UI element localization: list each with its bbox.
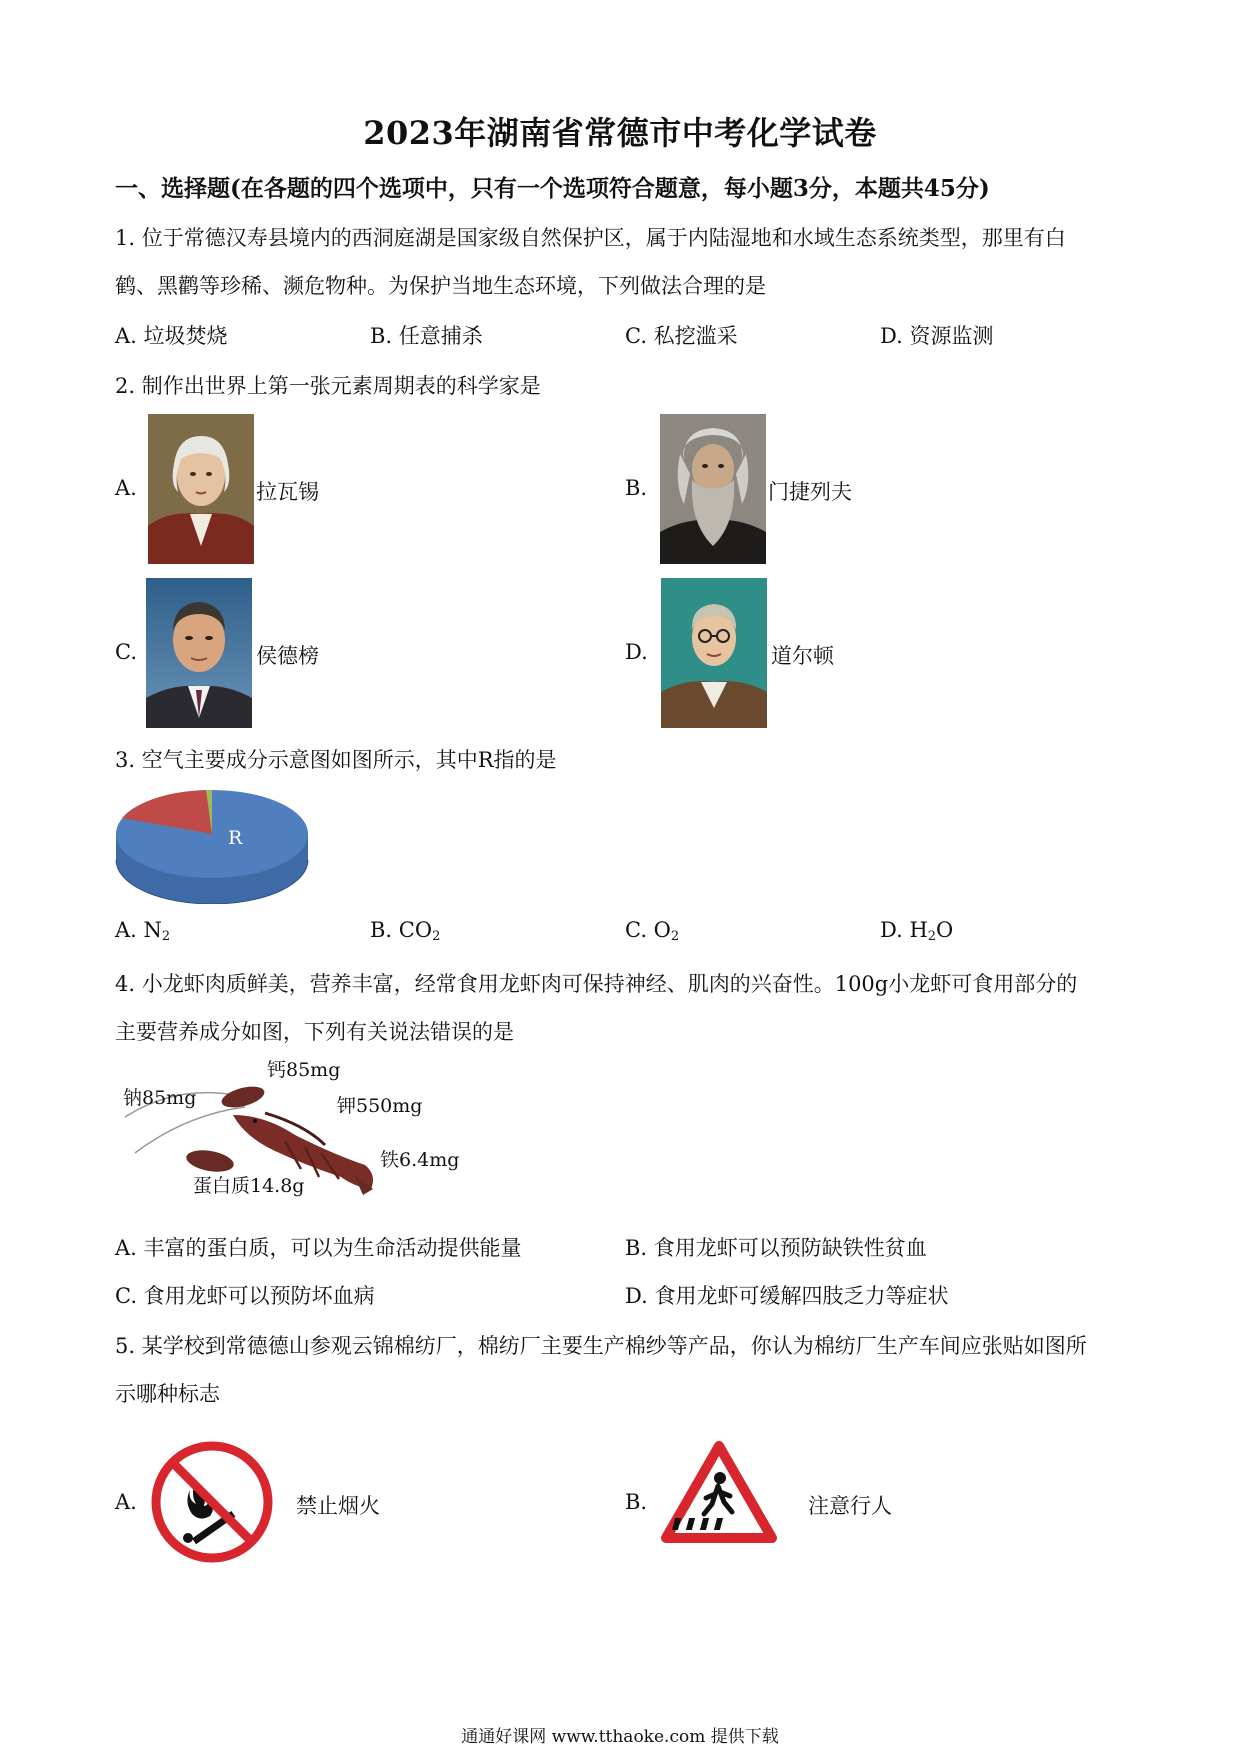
- section-heading: 一、选择题(在各题的四个选项中，只有一个选项符合题意，每小题3分，本题共45分): [115, 175, 990, 202]
- q4-stem-line1: 4. 小龙虾肉质鲜美，营养丰富，经常食用龙虾肉可保持神经、肌肉的兴奋性。100g小龙虾可食用部分的: [115, 972, 1078, 996]
- q3-option-a: A. $N_2$: [115, 918, 171, 944]
- q1-option-a: A. 垃圾焚烧: [115, 324, 228, 348]
- q4-option-a: A. 丰富的蛋白质，可以为生命活动提供能量: [115, 1236, 522, 1260]
- q2-option-d-letter: D.: [625, 640, 648, 664]
- q5-stem-line2: 示哪种标志: [115, 1382, 220, 1406]
- air-composition-pie-chart: [110, 782, 315, 904]
- q5-option-b-letter: B.: [625, 1490, 648, 1514]
- label-potassium: 钾550mg: [337, 1095, 423, 1117]
- portrait-hou-debang: [146, 578, 252, 728]
- label-calcium: 钙85mg: [267, 1059, 341, 1081]
- pedestrian-warning-sign-icon: [660, 1440, 778, 1546]
- q2-option-c-letter: C.: [115, 640, 137, 664]
- q1-option-d: D. 资源监测: [880, 324, 994, 348]
- q3-option-b: B. $CO_2$: [370, 918, 441, 944]
- portrait-dalton: [661, 578, 767, 728]
- q2-option-b-letter: B.: [625, 476, 648, 500]
- q2-option-a-letter: A.: [115, 476, 137, 500]
- q1-option-b: B. 任意捕杀: [370, 324, 483, 348]
- q2-option-c-name: 侯德榜: [256, 644, 319, 668]
- label-iron: 铁6.4mg: [380, 1149, 460, 1171]
- label-protein: 蛋白质14.8g: [193, 1175, 305, 1197]
- page-footer: 通通好课网 www.tthaoke.com 提供下载: [461, 1727, 779, 1747]
- portrait-mendeleev: [660, 414, 766, 564]
- q2-stem: 2. 制作出世界上第一张元素周期表的科学家是: [115, 374, 541, 398]
- exam-title: 2023年湖南省常德市中考化学试卷: [363, 114, 877, 152]
- q2-option-a-name: 拉瓦锡: [256, 480, 319, 504]
- q1-stem-line2: 鹤、黑鹳等珍稀、濒危物种。为保护当地生态环境，下列做法合理的是: [115, 274, 766, 298]
- label-sodium: 钠85mg: [123, 1087, 197, 1109]
- q1-stem-line1: 1. 位于常德汉寿县境内的西洞庭湖是国家级自然保护区，属于内陆湿地和水域生态系统类型，那里有白: [115, 226, 1066, 250]
- q4-option-d: D. 食用龙虾可缓解四肢乏力等症状: [625, 1284, 949, 1308]
- q5-option-a-letter: A.: [115, 1490, 137, 1514]
- q5-stem-line1: 5. 某学校到常德德山参观云锦棉纺厂，棉纺厂主要生产棉纱等产品，你认为棉纺厂生产车间应张贴如图所: [115, 1334, 1087, 1358]
- portrait-lavoisier: [148, 414, 254, 564]
- q3-option-d: D. $H_2O$: [880, 918, 954, 944]
- crayfish-nutrition-figure: [115, 1055, 475, 1215]
- q4-stem-line2: 主要营养成分如图，下列有关说法错误的是: [115, 1020, 514, 1044]
- pie-label-r: R: [228, 827, 243, 849]
- q5-option-a-name: 禁止烟火: [296, 1494, 380, 1518]
- q2-option-d-name: 道尔顿: [771, 644, 834, 668]
- q5-option-b-name: 注意行人: [808, 1494, 892, 1518]
- q2-option-b-name: 门捷列夫: [768, 480, 852, 504]
- q4-option-b: B. 食用龙虾可以预防缺铁性贫血: [625, 1236, 927, 1260]
- no-fire-sign-icon: [150, 1440, 274, 1564]
- q3-stem: 3. 空气主要成分示意图如图所示，其中R指的是: [115, 748, 557, 772]
- q1-option-c: C. 私挖滥采: [625, 324, 738, 348]
- q4-option-c: C. 食用龙虾可以预防坏血病: [115, 1284, 375, 1308]
- q3-option-c: C. $O_2$: [625, 918, 680, 944]
